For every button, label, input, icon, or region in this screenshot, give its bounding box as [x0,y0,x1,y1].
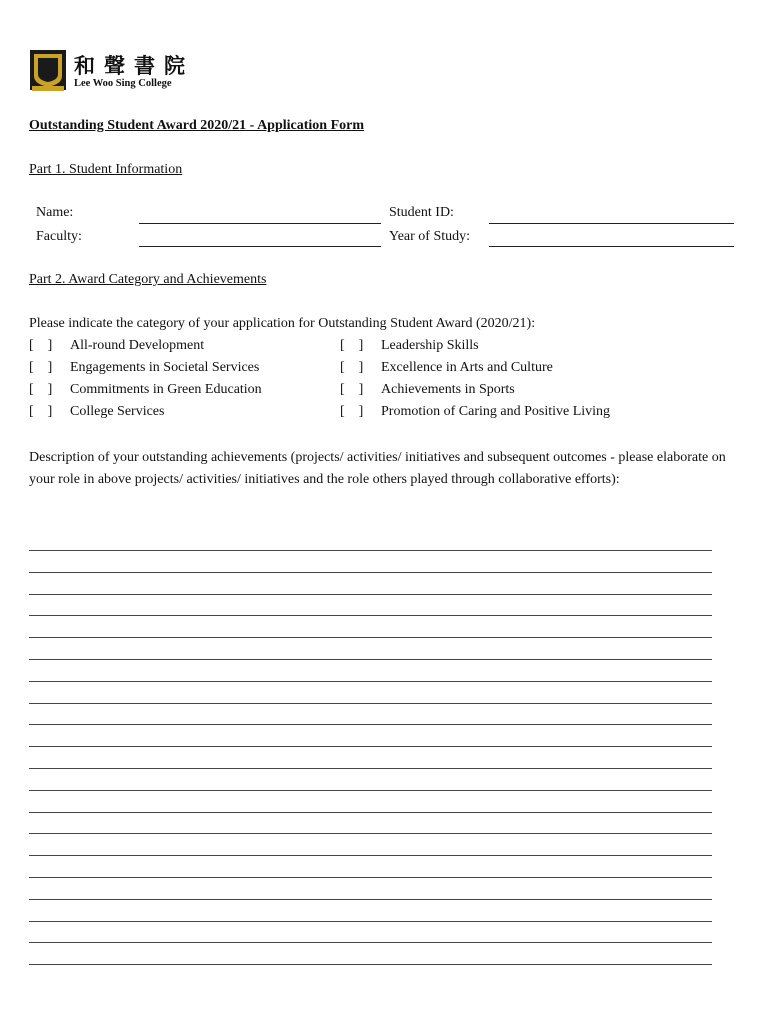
category-leadership: Leadership Skills [381,338,479,353]
writing-line[interactable] [29,594,712,595]
checkbox-college-services[interactable]: [ ] [29,404,53,419]
category-arts-culture: Excellence in Arts and Culture [381,360,553,375]
checkbox-sports[interactable]: [ ] [340,382,364,397]
student-id-label: Student ID: [389,205,454,220]
writing-line[interactable] [29,637,712,638]
checkbox-caring-living[interactable]: [ ] [340,404,364,419]
part1-heading: Part 1. Student Information [29,162,183,177]
faculty-field[interactable] [139,246,381,247]
writing-line[interactable] [29,615,712,616]
category-college-services: College Services [70,404,165,419]
writing-line[interactable] [29,899,712,900]
category-sports: Achievements in Sports [381,382,515,397]
year-of-study-field[interactable] [489,246,734,247]
name-label: Name: [36,205,74,220]
year-of-study-label: Year of Study: [389,229,471,244]
writing-line[interactable] [29,942,712,943]
description-prompt: Description of your outstanding achievements (projects/ activities/ initiatives and subsequent outcomes - please elaborate on your role in above projects/ activities/ initiatives and the role others played through collaborative efforts): [29,450,726,487]
category-all-round: All-round Development [70,338,205,353]
writing-line[interactable] [29,877,712,878]
college-crest-icon [28,50,68,92]
writing-line[interactable] [29,681,712,682]
writing-line[interactable] [29,703,712,704]
writing-line[interactable] [29,768,712,769]
writing-line[interactable] [29,833,712,834]
category-caring-living: Promotion of Caring and Positive Living [381,404,611,419]
student-id-field[interactable] [489,223,734,224]
form-title: Outstanding Student Award 2020/21 - Application Form [29,118,365,133]
name-field[interactable] [139,223,381,224]
college-logo [28,50,194,94]
writing-line[interactable] [29,659,712,660]
writing-line[interactable] [29,921,712,922]
writing-line[interactable] [29,964,712,965]
writing-line[interactable] [29,550,712,551]
college-english-name: Lee Woo Sing College [74,78,172,89]
category-societal-services: Engagements in Societal Services [70,360,260,375]
checkbox-all-round[interactable]: [ ] [29,338,53,353]
part2-heading: Part 2. Award Category and Achievements [29,272,267,287]
writing-line[interactable] [29,790,712,791]
faculty-label: Faculty: [36,229,82,244]
category-green-education: Commitments in Green Education [70,382,262,397]
writing-line[interactable] [29,572,712,573]
checkbox-societal-services[interactable]: [ ] [29,360,53,375]
checkbox-leadership[interactable]: [ ] [340,338,364,353]
writing-line[interactable] [29,812,712,813]
writing-line[interactable] [29,746,712,747]
category-prompt: Please indicate the category of your application for Outstanding Student Award (2020/21): [29,316,536,331]
writing-line[interactable] [29,724,712,725]
college-chinese-name: 和聲書院 [74,54,194,78]
writing-line[interactable] [29,855,712,856]
checkbox-green-education[interactable]: [ ] [29,382,53,397]
checkbox-arts-culture[interactable]: [ ] [340,360,364,375]
